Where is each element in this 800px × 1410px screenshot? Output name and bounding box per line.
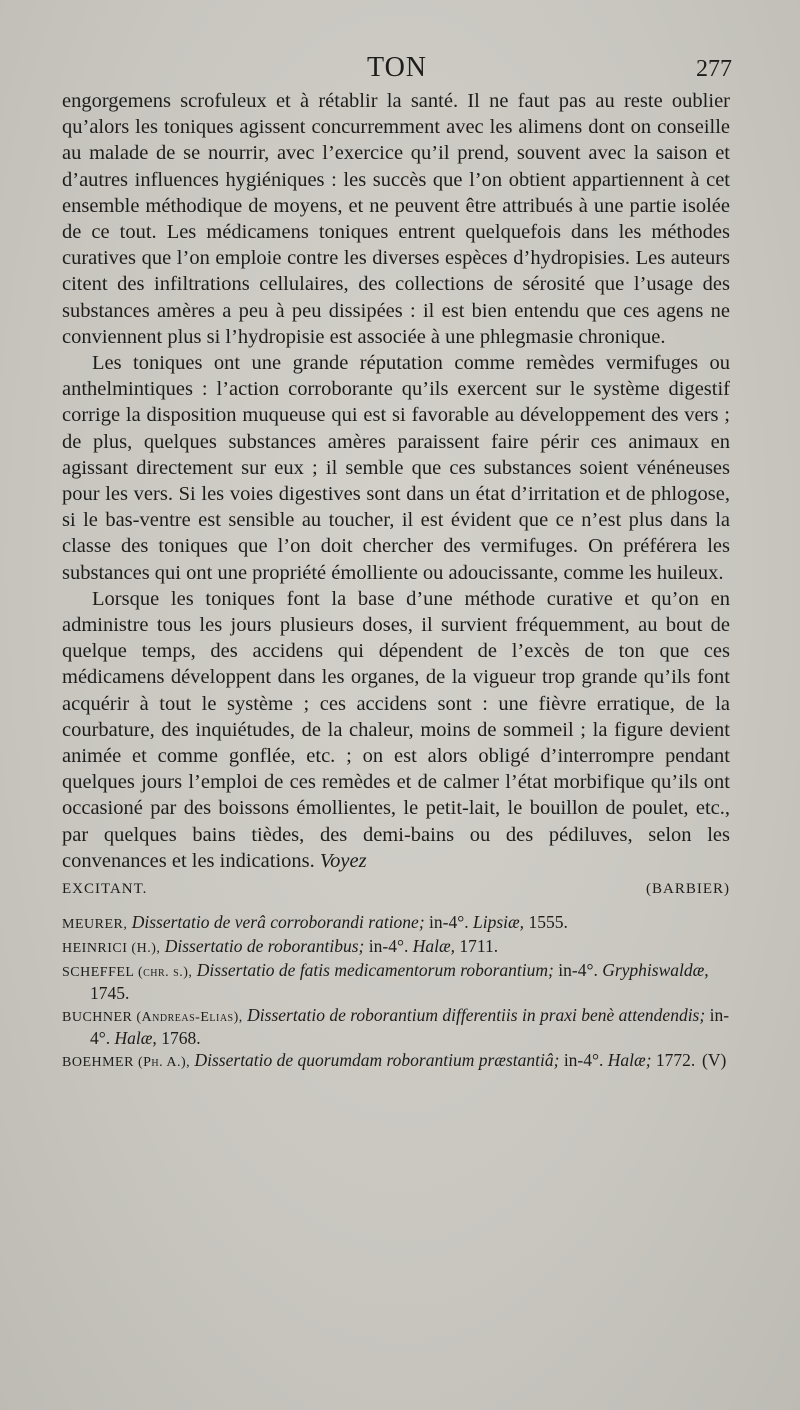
entry-place: Halæ, — [412, 936, 456, 957]
entry-author: HEINRICI (H.), — [62, 941, 161, 957]
signature-row — [62, 876, 730, 898]
page-number: 277 — [696, 56, 732, 82]
entry-place: Lipsiæ, — [472, 912, 525, 933]
entry-author: SCHEFFEL (chr. s.), — [62, 965, 193, 981]
entry-year: 1768. — [161, 1028, 201, 1049]
entry-format: in-4°. — [563, 1050, 604, 1071]
entry-author: MEURER, — [62, 917, 128, 933]
bibliography-entry — [62, 912, 730, 935]
body-text — [62, 88, 730, 1074]
paragraph-excess-tone-text: Lorsque les toniques font la base d’une méthode curative et qu’on en administre tous les jours plusieurs doses, il survient fréquemment, au bout de quelque temps, des accidens qui dépendent de l’excès de ton que ces médicamens développent dans les organes, de la vigueur trop grande qu’ils font acquérir à tout le système ; ces accidens sont : une fièvre erratique, de la courbature, des inquiétudes, de la chaleur, moins de sommeil ; la figure devient animée et comme gonflée, etc. ; on est alors obligé d’interrompre pendant quelques jours l’emploi de ces remèdes et de calmer l’état morbifique qu’ils ont occasioné par des boissons émollientes, le petit-lait, le bouillon de poulet, etc., par quelques bains tièdes, des demi-bains ou des pédiluves, selon les convenances et les indications. — [62, 587, 730, 872]
entry-place: Halæ; — [607, 1050, 652, 1071]
bibliography-entry — [62, 936, 730, 959]
entry-author: BOEHMER (Ph. A.), — [62, 1055, 191, 1071]
entry-format: in-4°. — [90, 1005, 730, 1049]
entry-year: 1711. — [459, 936, 499, 957]
entry-format: in-4°. — [558, 960, 598, 981]
paragraph-continued: engorgemens scrofuleux et à rétablir la santé. Il ne faut pas au reste oublier qu’alors les toniques agissent concurremment avec les alimens dont on conseille au malade de se nourrir, avec l’exercice qu’il prend, souvent avec la saison et d’autres influences hygiéniques : les succès que l’on obtient appartiennent à cet ensemble méthodique de moyens, et ne peuvent être attribués à une partie isolée de ce tout. Les médicamens toniques entrent quelquefois dans les méthodes curatives que l’on emploie contre les diverses espèces d’hydropisies. Les auteurs citent des infiltrations cellulaires, des collections de sérosité que l’usage des substances amères a peu à peu dissipées : il est bien entendu que ces agens ne conviennent plus si l’hydropisie est associée à une phlegmasie chronique. — [62, 90, 730, 348]
bibliography-entry — [62, 960, 730, 1004]
entry-place: Halæ, — [114, 1028, 157, 1049]
bibliography-entry — [62, 1005, 730, 1049]
entry-format: in-4°. — [429, 912, 469, 933]
bibliography — [62, 912, 730, 1073]
entry-title: Dissertatio de fatis medicamentorum roborantium; — [196, 960, 554, 981]
entry-title: Dissertatio de roborantibus; — [164, 936, 365, 957]
entry-place: Gryphiswaldæ, — [602, 960, 709, 981]
cross-reference: EXCITANT. — [62, 881, 148, 898]
bibliography-entry: BOEHMER (Ph. A.), Dissertatio de quorumdam roborantium præstantiâ; in-4°. Halæ; 1772. (V) — [62, 1050, 727, 1071]
see-also-label: Voyez — [319, 849, 367, 872]
entry-author: BUCHNER (Andreas-Elias), — [62, 1010, 243, 1026]
page-header — [62, 52, 732, 92]
author-signature: (BARBIER) — [646, 881, 730, 898]
running-head: TON — [366, 52, 428, 83]
paragraph-vermifuges: Les toniques ont une grande réputation comme remèdes vermifuges ou anthelmintiques : l’action corroborante qu’ils exercent sur le système digestif corrige la disposition muqueuse qui est si favorable au développement des vers ; de plus, quelques substances amères paraissent faire périr ces animaux en agissant directement sur eux ; il semble que ces substances soient vénéneuses pour les vers. Si les voies digestives sont dans un état d’irritation et de phlogose, si le bas-ventre est sensible au toucher, il est évident que ce n’est plus dans la classe des toniques que l’on doit chercher des vermifuges. On préférera les substances qui ont une propriété émolliente ou adoucissante, comme les huileux. — [62, 352, 730, 584]
entry-year: 1555. — [528, 912, 568, 933]
entry-year: 1772. — [655, 1050, 696, 1071]
entry-format: in-4°. — [368, 936, 409, 957]
entry-year: 1745. — [90, 983, 130, 1004]
entry-title: Dissertatio de roborantium differentiis in praxi benè attendendis; — [247, 1005, 706, 1026]
entry-title: Dissertatio de verâ corroborandi ratione; — [131, 912, 425, 933]
paragraph-excess-tone — [62, 586, 730, 874]
entry-title: Dissertatio de quorumdam roborantium præstantiâ; — [194, 1050, 560, 1071]
